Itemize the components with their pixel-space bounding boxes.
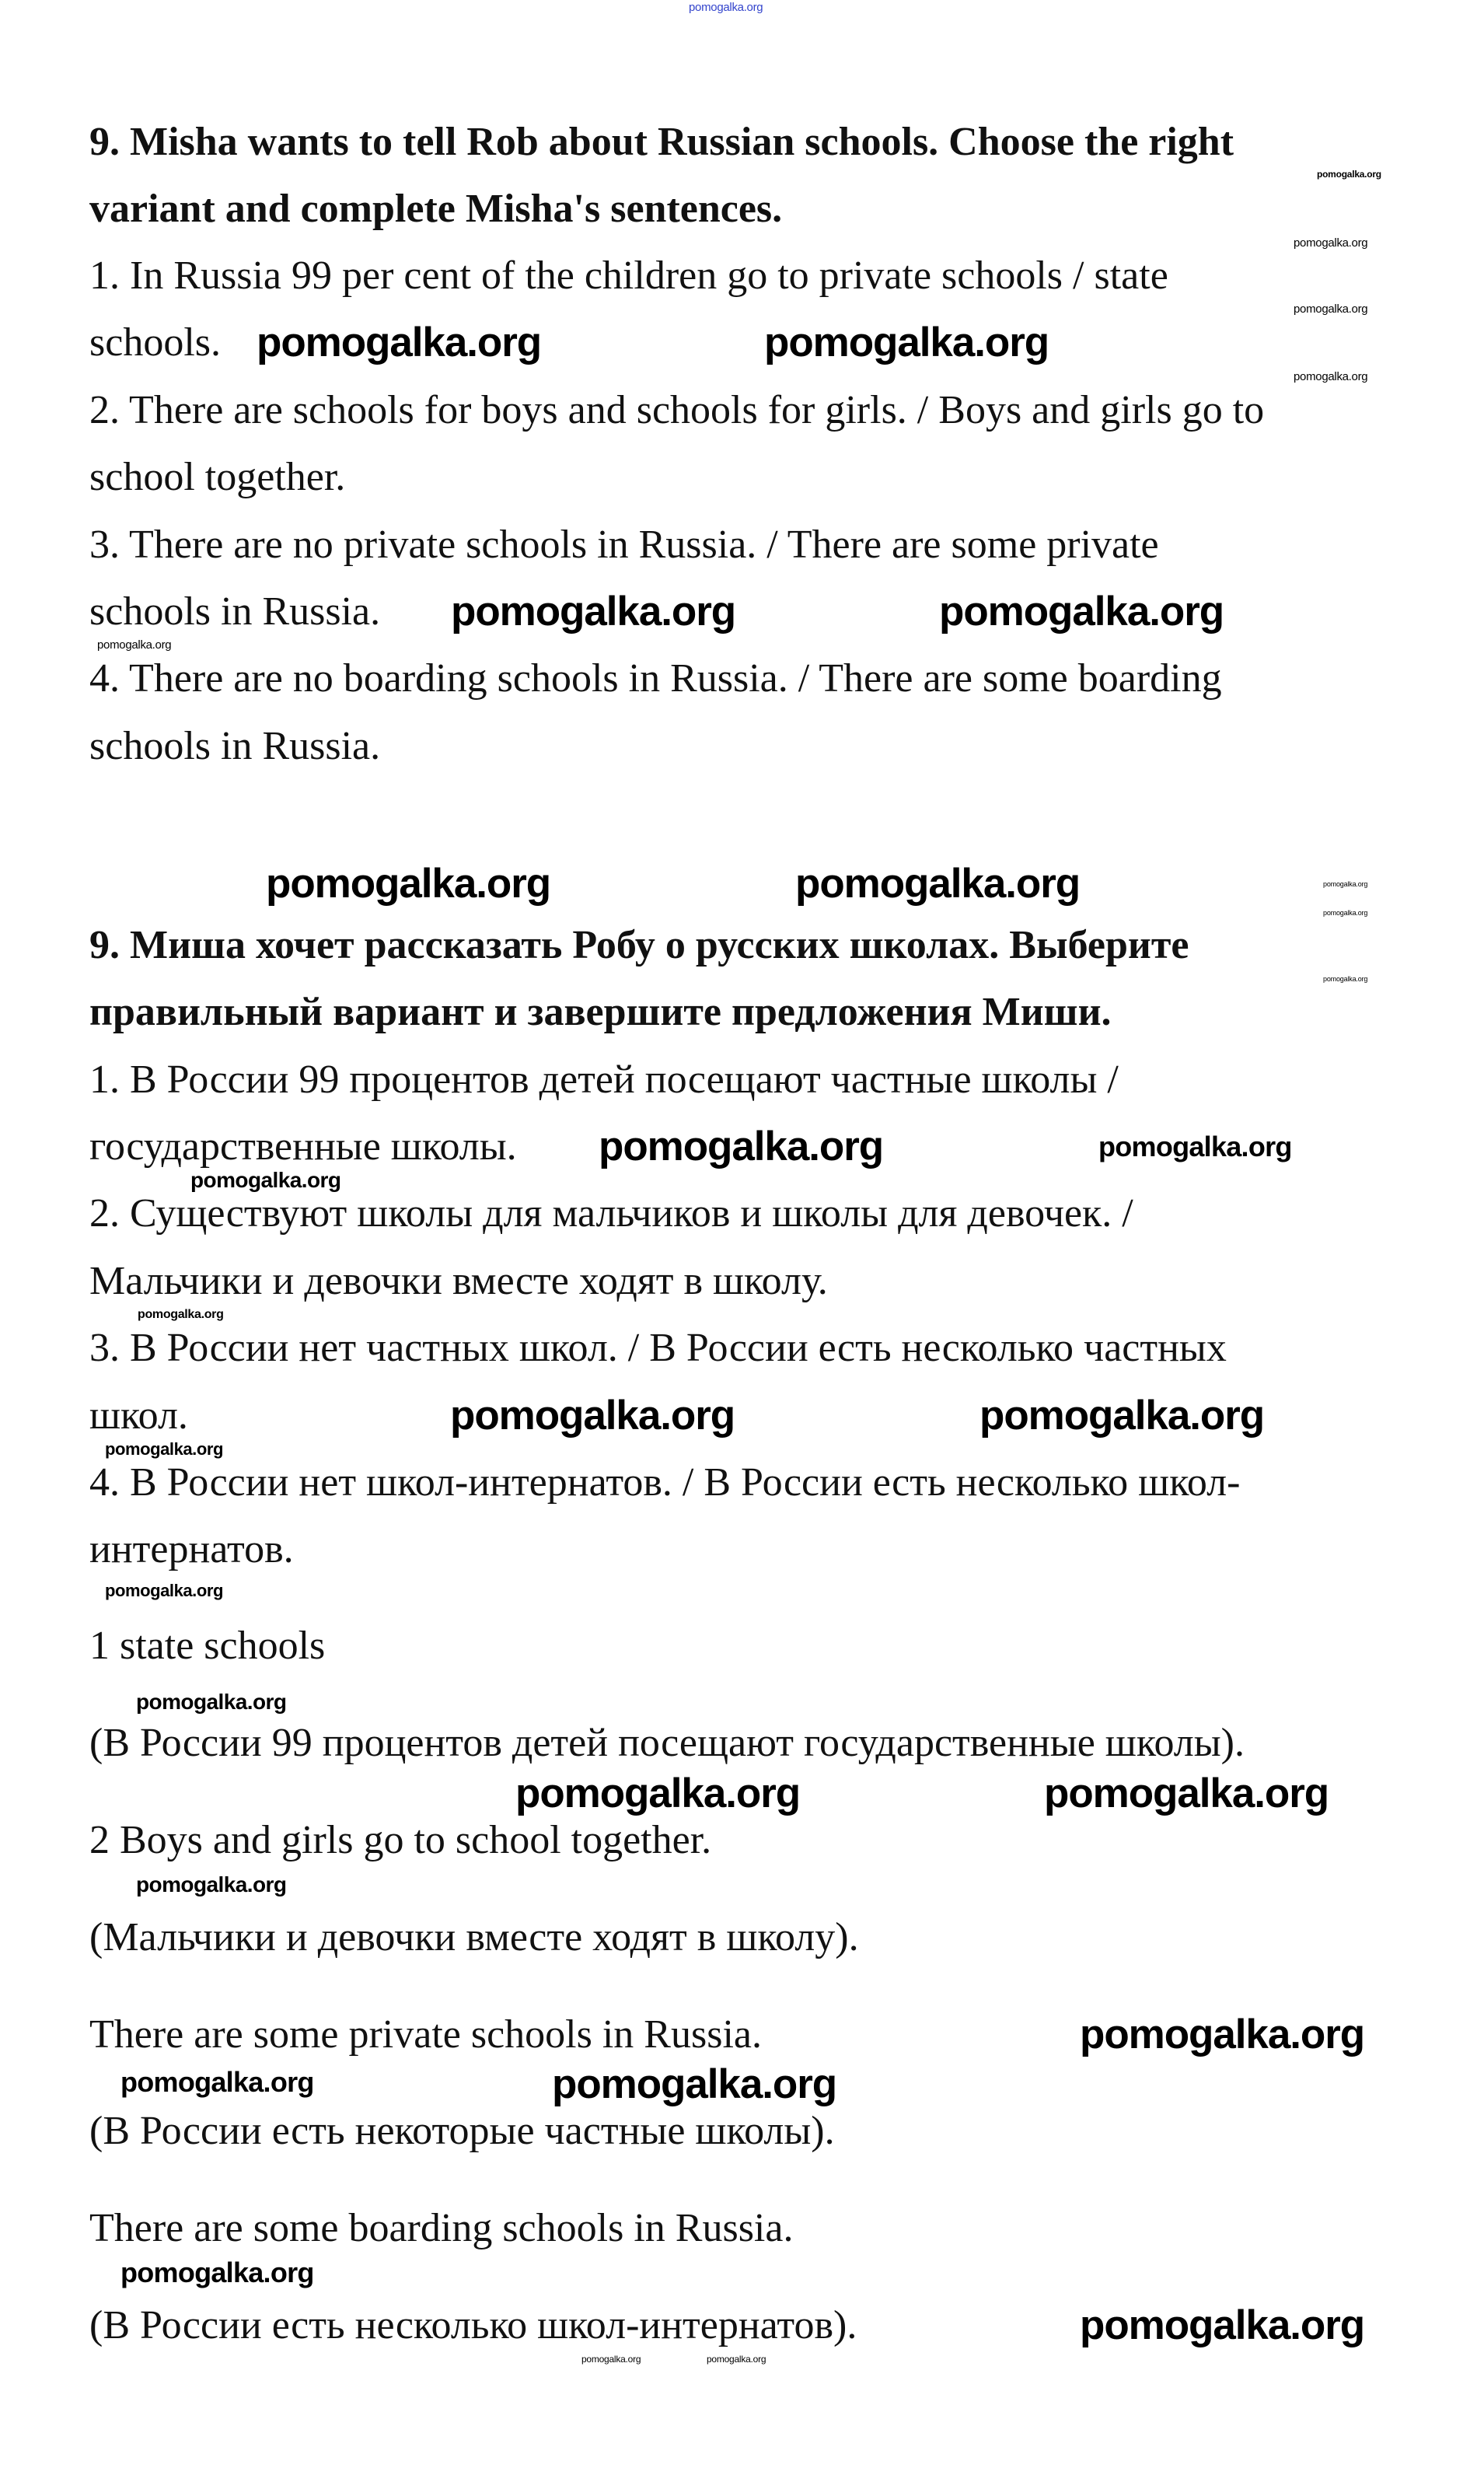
watermark: pomogalka.org [1044,1771,1329,1816]
watermark: pomogalka.org [105,1439,223,1459]
watermark: pomogalka.org [97,638,172,652]
watermark: pomogalka.org [1317,169,1381,180]
watermark: pomogalka.org [1323,975,1368,983]
watermark: pomogalka.org [190,1168,341,1192]
watermark: pomogalka.org [1080,2302,1365,2348]
watermark: pomogalka.org [1294,302,1368,316]
watermark: pomogalka.org [120,2257,314,2288]
watermark: pomogalka.org [1098,1131,1292,1162]
watermark: pomogalka.org [138,1308,224,1321]
task-line-ru: школ. [89,1393,188,1438]
watermark: pomogalka.org [552,2061,837,2107]
task-line-en: schools. [89,320,221,365]
watermark: pomogalka.org [581,2354,641,2365]
answer-line: There are some boarding schools in Russia. [89,2206,794,2250]
answer-line: There are some private schools in Russia. [89,2012,762,2057]
answer-line: (Мальчики и девочки вместе ходят в школу). [89,1915,859,1959]
watermark: pomogalka.org [451,589,736,634]
task-heading-ru-2: правильный вариант и завершите предложения Миши. [89,990,1112,1034]
watermark: pomogalka.org [1294,370,1368,383]
answer-line: (В России есть некоторые частные школы). [89,2109,835,2153]
watermark: pomogalka.org [1323,909,1368,917]
watermark: pomogalka.org [136,1872,287,1896]
task-line-ru: интернатов. [89,1527,294,1571]
task-heading-ru-1: 9. Миша хочет рассказать Робу о русских школах. Выберите [89,923,1189,967]
answer-line: (В России 99 процентов детей посещают государственные школы). [89,1721,1245,1765]
watermark: pomogalka.org [1294,236,1368,250]
task-line-en: schools in Russia. [89,589,381,634]
task-line-en: 2. There are schools for boys and schools for girls. / Boys and girls go to [89,388,1265,432]
task-line-ru: 3. В России нет частных школ. / В России есть несколько частных [89,1326,1227,1370]
watermark: pomogalka.org [266,861,551,907]
watermark: pomogalka.org [105,1581,223,1600]
task-line-en: 4. There are no boarding schools in Russia. / There are some boarding [89,656,1222,701]
task-line-ru: государственные школы. [89,1124,517,1169]
task-line-en: schools in Russia. [89,724,381,768]
watermark: pomogalka.org [120,2066,314,2098]
watermark: pomogalka.org [795,861,1081,907]
task-line-en: school together. [89,455,346,499]
task-line-ru: 2. Существуют школы для мальчиков и школы для девочек. / [89,1191,1133,1236]
task-line-en: 3. There are no private schools in Russia. / There are some private [89,523,1159,567]
watermark: pomogalka.org [979,1393,1265,1439]
task-line-en: 1. In Russia 99 per cent of the children go to private schools / state [89,253,1168,298]
watermark: pomogalka.org [599,1124,884,1169]
task-heading-en-2: variant and complete Misha's sentences. [89,187,783,231]
watermark: pomogalka.org [764,320,1049,365]
watermark: pomogalka.org [515,1771,801,1816]
answer-line: 2 Boys and girls go to school together. [89,1818,712,1862]
watermark: pomogalka.org [1323,880,1368,888]
watermark: pomogalka.org [939,589,1224,634]
task-heading-en-1: 9. Misha wants to tell Rob about Russian schools. Choose the right [89,120,1234,164]
watermark: pomogalka.org [257,320,542,365]
watermark: pomogalka.org [1080,2012,1365,2057]
watermark: pomogalka.org [450,1393,735,1439]
answer-line: (В России есть несколько школ-интернатов). [89,2303,857,2347]
task-line-ru: Мальчики и девочки вместе ходят в школу. [89,1259,828,1303]
task-line-ru: 1. В России 99 процентов детей посещают частные школы / [89,1057,1119,1102]
watermark: pomogalka.org [707,2354,766,2365]
task-line-ru: 4. В России нет школ-интернатов. / В России есть несколько школ- [89,1460,1241,1505]
watermark: pomogalka.org [136,1690,287,1714]
watermark: pomogalka.org [689,1,763,14]
answer-line: 1 state schools [89,1624,326,1668]
